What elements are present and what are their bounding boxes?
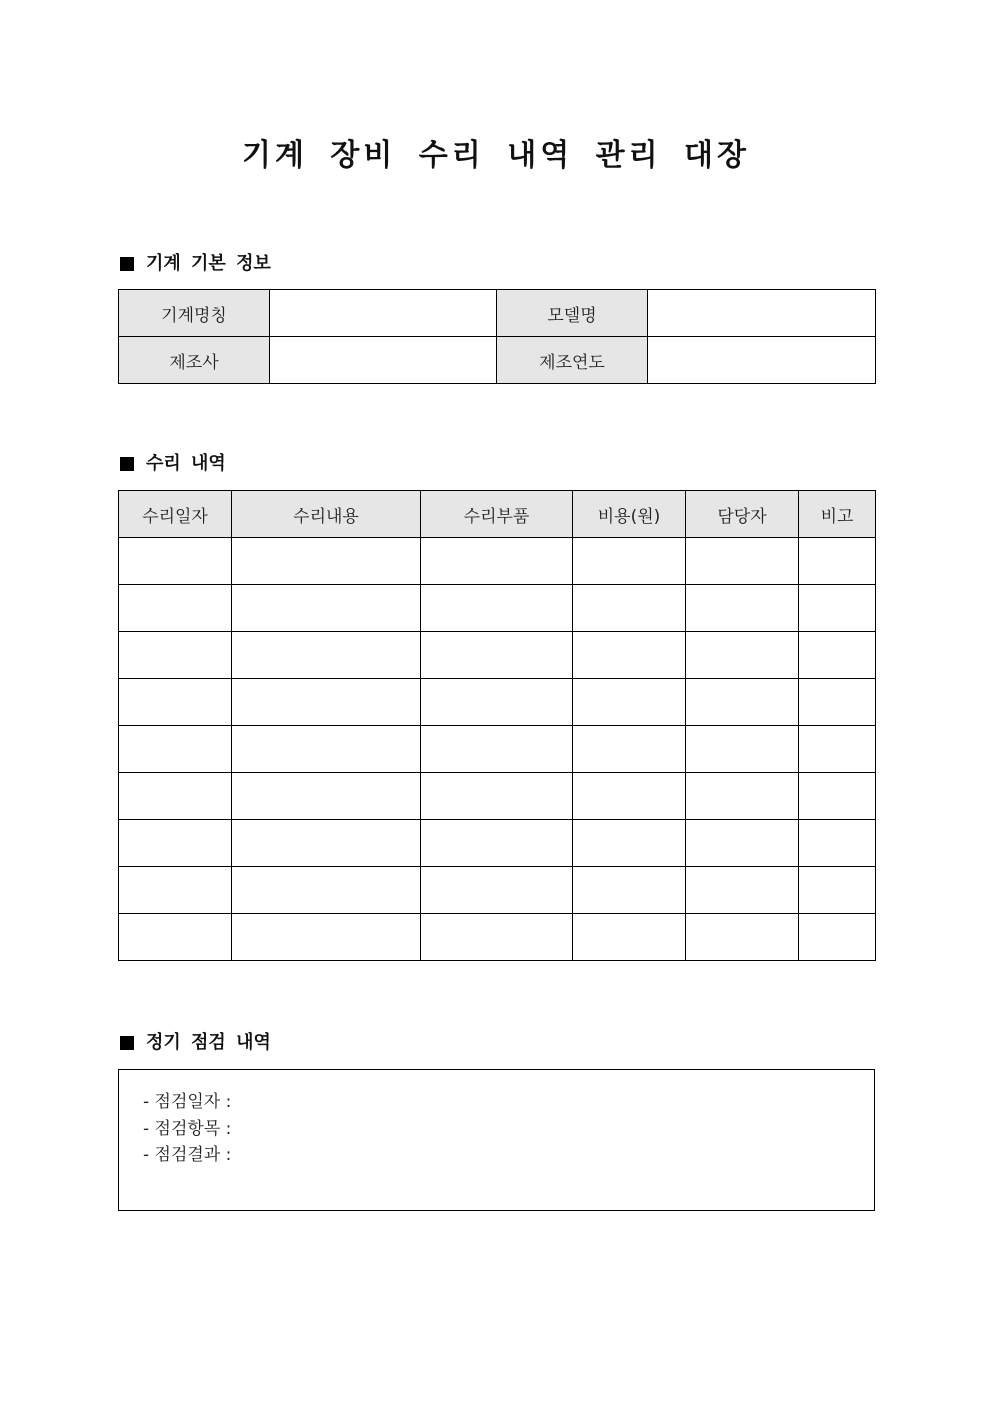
machine-name-label: 기계명칭 xyxy=(119,290,270,337)
repair-content-cell[interactable] xyxy=(232,585,421,632)
repair-row xyxy=(119,726,876,773)
repair-row xyxy=(119,867,876,914)
repair-header-row xyxy=(119,491,876,538)
inspection-items-item: - 점검항목 : xyxy=(143,1118,232,1139)
repair-row xyxy=(119,914,876,961)
repair-content-cell[interactable] xyxy=(232,773,421,820)
cost-cell[interactable] xyxy=(573,914,686,961)
repair-parts-cell[interactable] xyxy=(421,632,573,679)
repair-row xyxy=(119,585,876,632)
person-in-charge-cell[interactable] xyxy=(686,914,799,961)
basic-info-table xyxy=(118,289,876,384)
repair-history-heading xyxy=(118,452,226,476)
repair-row xyxy=(119,679,876,726)
repair-parts-cell[interactable] xyxy=(421,726,573,773)
repair-row xyxy=(119,632,876,679)
remarks-cell[interactable] xyxy=(799,867,876,914)
manufacturer-field[interactable] xyxy=(270,337,497,384)
person-in-charge-cell[interactable] xyxy=(686,632,799,679)
cost-cell[interactable] xyxy=(573,632,686,679)
repair-history-heading-text: 수리 내역 xyxy=(146,453,226,474)
repair-content-cell[interactable] xyxy=(232,726,421,773)
column-header-repair-parts: 수리부품 xyxy=(421,491,573,538)
repair-row xyxy=(119,820,876,867)
repair-content-cell[interactable] xyxy=(232,914,421,961)
manufacture-year-label: 제조연도 xyxy=(497,337,648,384)
repair-content-cell[interactable] xyxy=(232,632,421,679)
remarks-cell[interactable] xyxy=(799,585,876,632)
repair-rows xyxy=(119,538,876,961)
repair-date-cell[interactable] xyxy=(119,538,232,585)
repair-parts-cell[interactable] xyxy=(421,538,573,585)
cost-cell[interactable] xyxy=(573,679,686,726)
document-title: 기계 장비 수리 내역 관리 대장 xyxy=(242,138,750,173)
remarks-cell[interactable] xyxy=(799,914,876,961)
person-in-charge-cell[interactable] xyxy=(686,773,799,820)
repair-parts-cell[interactable] xyxy=(421,679,573,726)
cost-cell[interactable] xyxy=(573,820,686,867)
column-header-cost: 비용(원) xyxy=(573,491,686,538)
square-bullet-icon xyxy=(120,457,134,471)
person-in-charge-cell[interactable] xyxy=(686,726,799,773)
basic-info-row xyxy=(119,290,876,337)
person-in-charge-cell[interactable] xyxy=(686,538,799,585)
column-header-repair-date: 수리일자 xyxy=(119,491,232,538)
manufacturer-label: 제조사 xyxy=(119,337,270,384)
remarks-cell[interactable] xyxy=(799,679,876,726)
cost-cell[interactable] xyxy=(573,773,686,820)
repair-parts-cell[interactable] xyxy=(421,867,573,914)
person-in-charge-cell[interactable] xyxy=(686,679,799,726)
cost-cell[interactable] xyxy=(573,585,686,632)
inspection-heading-text: 정기 점검 내역 xyxy=(146,1032,271,1053)
repair-date-cell[interactable] xyxy=(119,679,232,726)
repair-content-cell[interactable] xyxy=(232,679,421,726)
person-in-charge-cell[interactable] xyxy=(686,820,799,867)
inspection-box[interactable] xyxy=(118,1069,875,1211)
inspection-heading xyxy=(118,1031,271,1055)
repair-parts-cell[interactable] xyxy=(421,773,573,820)
repair-parts-cell[interactable] xyxy=(421,585,573,632)
manufacture-year-field[interactable] xyxy=(648,337,876,384)
basic-info-row xyxy=(119,337,876,384)
model-name-label: 모델명 xyxy=(497,290,648,337)
cost-cell[interactable] xyxy=(573,726,686,773)
repair-content-cell[interactable] xyxy=(232,538,421,585)
repair-date-cell[interactable] xyxy=(119,914,232,961)
inspection-date-item: - 점검일자 : xyxy=(143,1092,232,1112)
person-in-charge-cell[interactable] xyxy=(686,867,799,914)
repair-date-cell[interactable] xyxy=(119,632,232,679)
square-bullet-icon xyxy=(120,257,134,271)
remarks-cell[interactable] xyxy=(799,632,876,679)
remarks-cell[interactable] xyxy=(799,820,876,867)
repair-row xyxy=(119,538,876,585)
machine-name-field[interactable] xyxy=(270,290,497,337)
repair-date-cell[interactable] xyxy=(119,726,232,773)
repair-date-cell[interactable] xyxy=(119,820,232,867)
model-name-field[interactable] xyxy=(648,290,876,337)
repair-date-cell[interactable] xyxy=(119,585,232,632)
inspection-list xyxy=(143,1089,231,1169)
basic-info-heading xyxy=(118,252,271,276)
column-header-person-in-charge: 담당자 xyxy=(686,491,799,538)
square-bullet-icon xyxy=(120,1036,134,1050)
remarks-cell[interactable] xyxy=(799,538,876,585)
remarks-cell[interactable] xyxy=(799,773,876,820)
repair-content-cell[interactable] xyxy=(232,867,421,914)
repair-date-cell[interactable] xyxy=(119,867,232,914)
inspection-result-item: - 점검결과 : xyxy=(143,1145,232,1165)
repair-date-cell[interactable] xyxy=(119,773,232,820)
person-in-charge-cell[interactable] xyxy=(686,585,799,632)
repair-content-cell[interactable] xyxy=(232,820,421,867)
repair-parts-cell[interactable] xyxy=(421,914,573,961)
cost-cell[interactable] xyxy=(573,538,686,585)
repair-history-table xyxy=(118,490,876,961)
basic-info-heading-text: 기계 기본 정보 xyxy=(146,253,271,274)
remarks-cell[interactable] xyxy=(799,726,876,773)
repair-parts-cell[interactable] xyxy=(421,820,573,867)
repair-row xyxy=(119,773,876,820)
cost-cell[interactable] xyxy=(573,867,686,914)
column-header-repair-content: 수리내용 xyxy=(232,491,421,538)
column-header-remarks: 비고 xyxy=(799,491,876,538)
